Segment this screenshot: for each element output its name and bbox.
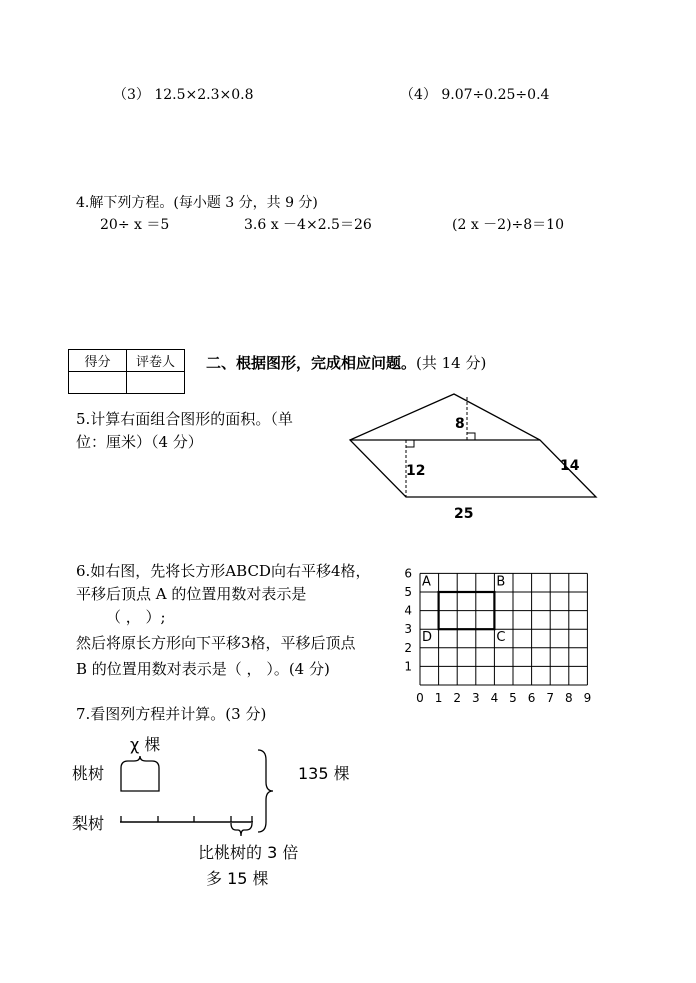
figure-outline xyxy=(350,394,596,497)
q4-equation-1: 20÷ x ＝5 xyxy=(100,217,170,233)
bottom-brace xyxy=(231,823,252,836)
x-tick-label: 0 xyxy=(416,691,424,705)
x-tick-label: 2 xyxy=(453,691,462,705)
x-tick-label: 5 xyxy=(509,691,517,705)
x-tick-label: 8 xyxy=(564,691,573,705)
q6-line-4: 然后将原长方形向下平移3格，平移后顶点 xyxy=(76,634,356,652)
q5-line-1: 5.计算右面组合图形的面积。（单 xyxy=(76,410,293,428)
triangle-right-angle-mark xyxy=(467,433,475,440)
y-tick-label: 6 xyxy=(404,566,412,581)
calc-item-4: （4） 9.07÷0.25÷0.4 xyxy=(400,87,550,103)
label-base: 25 xyxy=(454,506,474,522)
y-tick-label: 5 xyxy=(404,585,412,599)
x-tick-label: 7 xyxy=(546,691,555,705)
q6-line-3: （ ， ）; xyxy=(106,608,166,626)
score-cell[interactable] xyxy=(69,372,127,394)
x-trees-label: χ 棵 xyxy=(130,735,161,754)
q5-line-2: 位：厘米）（4 分） xyxy=(76,433,203,451)
x-tick-label: 4 xyxy=(490,691,499,705)
right-brace xyxy=(258,750,273,832)
q4-title: 4.解下列方程。(每小题 3 分，共 9 分) xyxy=(76,195,318,211)
vertex-d-label: D xyxy=(422,630,433,646)
vertex-b-label: B xyxy=(496,574,506,590)
label-triangle-height: 8 xyxy=(455,416,465,432)
y-tick-label: 2 xyxy=(404,640,412,655)
label-slant-side: 14 xyxy=(560,458,580,474)
x-tick-label: 9 xyxy=(583,691,592,705)
q7-title: 7.看图列方程并计算。(3 分) xyxy=(76,705,267,723)
y-tick-label: 3 xyxy=(404,622,412,637)
note-line-1: 比桃树的 3 倍 xyxy=(198,843,299,862)
label-parallelogram-height: 12 xyxy=(406,463,426,479)
pear-label: 梨树 xyxy=(72,814,105,833)
composite-figure xyxy=(348,392,608,522)
parallelogram-right-angle-mark xyxy=(406,440,414,447)
q6-line-2: 平移后顶点 A 的位置用数对表示是 xyxy=(76,585,307,603)
peach-label: 桃树 xyxy=(72,764,105,783)
note-line-2: 多 15 棵 xyxy=(206,869,269,888)
x-tick-label: 6 xyxy=(527,691,536,705)
y-tick-label: 1 xyxy=(404,659,412,674)
top-brace xyxy=(121,756,159,768)
y-tick-label: 4 xyxy=(404,603,412,618)
grader-cell[interactable] xyxy=(127,372,185,394)
vertex-a-label: A xyxy=(422,574,431,590)
section-2-points: (共 14 分) xyxy=(416,354,487,372)
section-2-heading xyxy=(206,354,486,372)
calc-item-3: （3） 12.5×2.3×0.8 xyxy=(113,87,254,103)
total-label: 135 棵 xyxy=(298,764,350,783)
section-2-title: 二、根据图形，完成相应问题。 xyxy=(206,354,417,372)
q4-equation-2: 3.6 x －4×2.5＝26 xyxy=(244,217,372,233)
peach-segment xyxy=(121,768,159,791)
score-label: 得分 xyxy=(69,350,127,372)
coordinate-grid xyxy=(396,546,596,706)
x-tick-label: 3 xyxy=(471,691,480,705)
q6-line-5: B 的位置用数对表示是（ ， ）。(4 分) xyxy=(76,660,330,678)
x-tick-label: 1 xyxy=(434,691,443,705)
grader-label: 评卷人 xyxy=(127,350,185,372)
score-table xyxy=(68,349,185,394)
q4-equation-3: (2 x －2)÷8＝10 xyxy=(452,217,564,233)
q6-line-1: 6.如右图，先将长方形ABCD向右平移4格， xyxy=(76,562,371,580)
vertex-c-label: C xyxy=(496,630,506,646)
tree-diagram xyxy=(70,730,370,890)
